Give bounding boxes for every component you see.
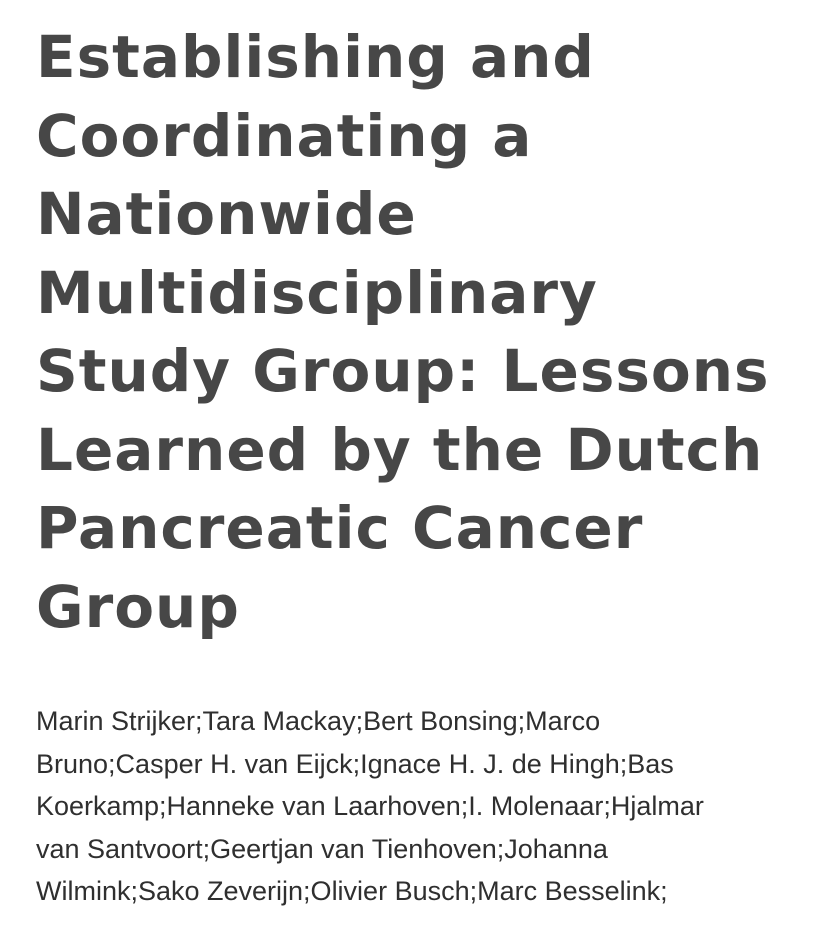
article-title: Establishing and Coordinating a Nationwide Multidisciplinary Study Group: Lessons Learned by the Dutch Pancreatic Cancer Group	[36, 23, 770, 641]
article-header	[36, 18, 796, 913]
author-list: Marin Strijker;Tara Mackay;Bert Bonsing;Marco Bruno;Casper H. van Eijck;Ignace H. J. de Hingh;Bas Koerkamp;Hanneke van Laarhoven;I. Molenaar;Hjalmar van Santvoort;Geertjan van Tienhoven;Johanna Wilmink;Sako Zeverijn;Olivier Busch;Marc Besselink;	[36, 706, 704, 906]
